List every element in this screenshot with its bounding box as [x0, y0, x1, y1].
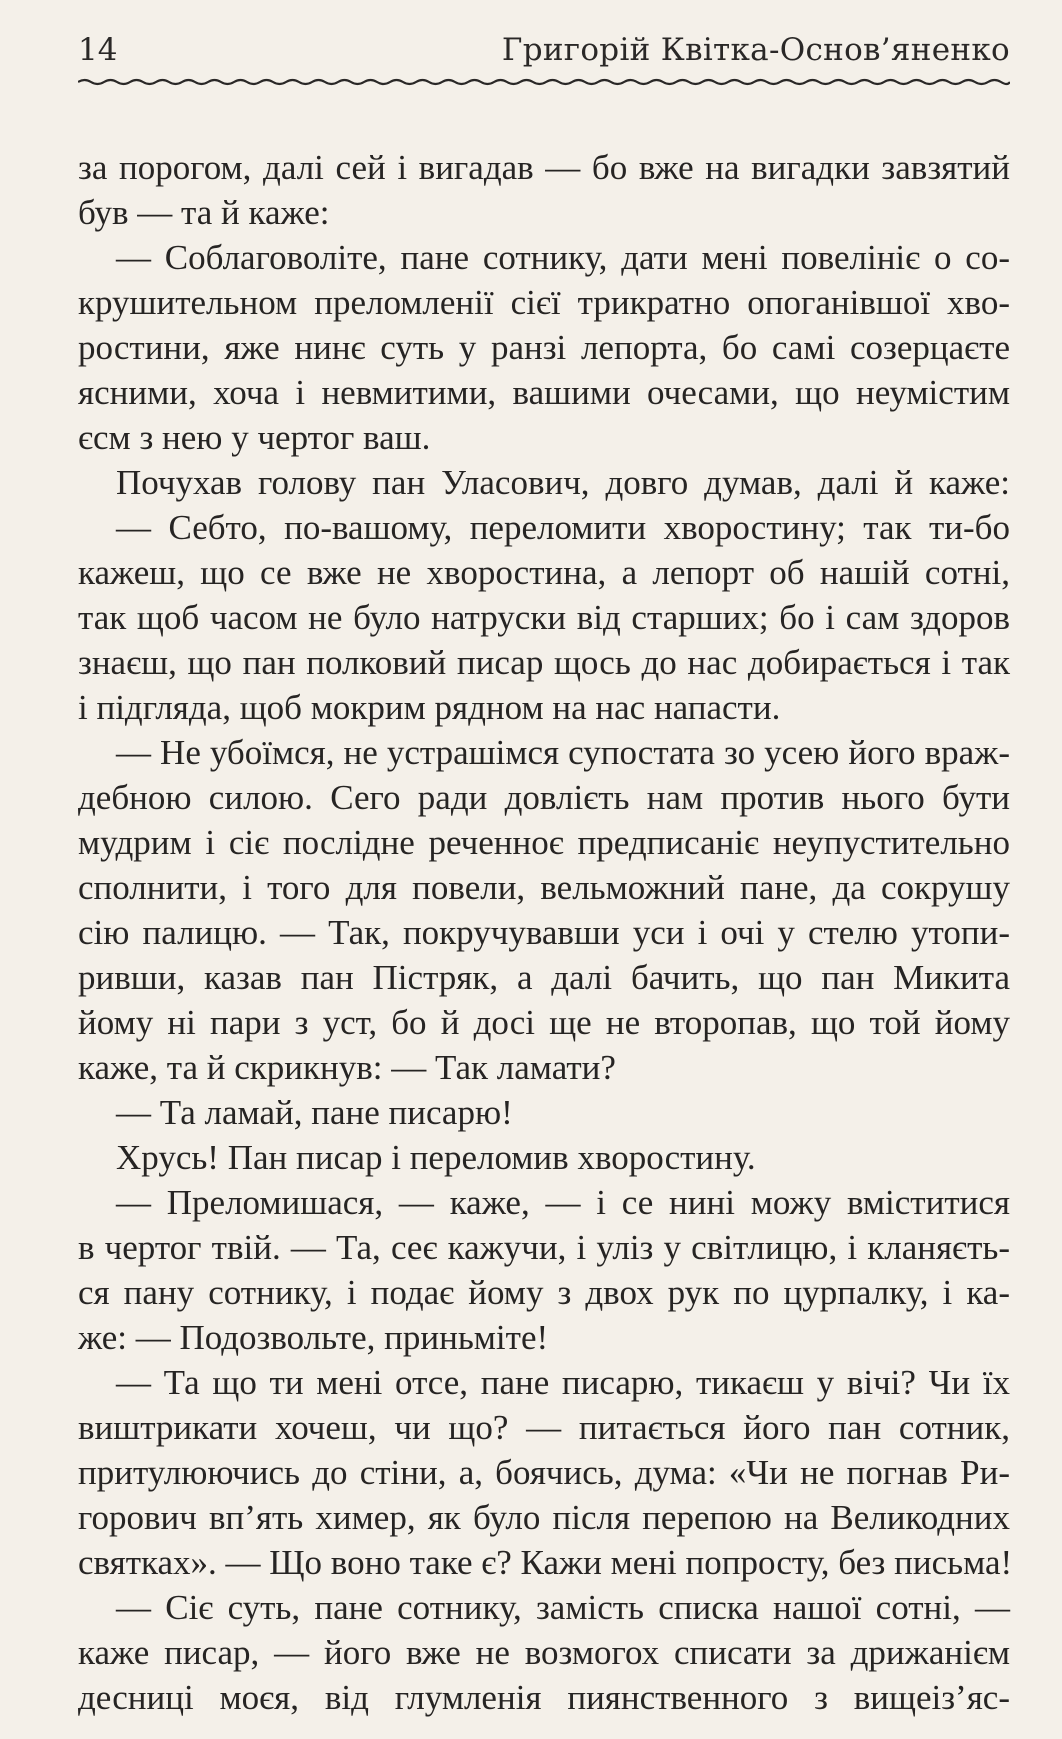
text-line: ривши, казав пан Пістряк, а далі бачить, що пан Микита	[78, 958, 1010, 997]
text-line: так щоб часом не було натруски від старших; бо і сам здоров	[78, 598, 1010, 637]
text-line: каже, та й скрикнув: — Так ламати?	[78, 1048, 616, 1087]
text-line: і підгляда, щоб мокрим рядном на нас напасти.	[78, 688, 781, 727]
text-line: — Та ламай, пане писарю!	[116, 1093, 513, 1132]
text-line: притулюючись до стіни, а, боячись, дума: «Чи не погнав Ри-	[78, 1453, 1010, 1492]
text-line: крушительном преломленії сієї трикратно опоганівшої хво-	[78, 283, 1010, 322]
text-line: ясними, хоча і невмитими, вашими очесами, що неумістим	[78, 373, 1010, 412]
text-line: десниці моєя, від глумленія пиянственного з вищеіз’яс-	[78, 1678, 1010, 1717]
text-line: ся пану сотнику, і подає йому з двох рук по цурпалку, і ка-	[78, 1273, 1010, 1312]
text-line: Почухав голову пан Уласович, довго думав, далі й каже:	[116, 463, 1010, 502]
text-line: — Соблаговоліте, пане сотнику, дати мені повелініє о со-	[116, 238, 1010, 277]
page-number: 14	[78, 32, 118, 68]
text-line: горович вп’ять химер, як було після перепою на Великодних	[78, 1498, 1010, 1537]
text-line: виштрикати хочеш, чи що? — питається його пан сотник,	[78, 1408, 1010, 1447]
text-line: — Себто, по-вашому, переломити хворостину; так ти-бо	[116, 508, 1010, 547]
text-line: кажеш, що се вже не хворостина, а лепорт об нашій сотні,	[78, 553, 1010, 592]
text-line: же: — Подозвольте, приньміте!	[78, 1318, 549, 1357]
text-line: ростини, яже нинє суть у ранзі лепорта, бо самі созерцаєте	[78, 328, 1010, 367]
text-line: — Преломишася, — каже, — і се нині можу вміститися	[116, 1183, 1010, 1222]
text-line: сполнити, і того для повели, вельможний пане, да сокрушу	[78, 868, 1010, 907]
text-line: — Не убоїмся, не устрашімся супостата зо усею його враж-	[116, 733, 1010, 772]
running-title: Григорій Квітка-Основ’яненко	[501, 32, 1010, 68]
text-line: був — та й каже:	[78, 193, 330, 232]
text-line: — Та що ти мені отсе, пане писарю, тикаєш у вічі? Чи їх	[116, 1363, 1010, 1402]
body-text	[78, 145, 1013, 1720]
text-line: йому ні пари з уст, бо й досі ще не второпав, що той йому	[78, 1003, 1010, 1042]
text-line: мудрим і сіє послідне реченноє предписаніє неупустительно	[78, 823, 1010, 862]
text-line: в чертог твій. — Та, сеє кажучи, і уліз у світлицю, і кланяєть-	[78, 1228, 1010, 1267]
text-line: — Сіє суть, пане сотнику, замість списка нашої сотні, —	[116, 1588, 1010, 1627]
text-line: святках». — Що воно таке є? Кажи мені попросту, без письма!	[78, 1543, 1013, 1582]
text-line: сію палицю. — Так, покручувавши уси і очі у стелю утопи-	[78, 913, 1010, 952]
text-line: Хрусь! Пан писар і переломив хворостину.	[116, 1138, 756, 1177]
page-header	[78, 22, 1010, 70]
text-line: дебною силою. Сего ради довлієть нам против нього бути	[78, 778, 1010, 817]
decorative-wavy-rule	[78, 72, 1010, 92]
text-line: єсм з нею у чертог ваш.	[78, 418, 431, 457]
text-line: за порогом, далі сей і вигадав — бо вже на вигадки завзятий	[78, 148, 1010, 187]
text-line: каже писар, — його вже не возмогох списати за дрижанієм	[78, 1633, 1010, 1672]
text-line: знаєш, що пан полковий писар щось до нас добирається і так	[78, 643, 1010, 682]
